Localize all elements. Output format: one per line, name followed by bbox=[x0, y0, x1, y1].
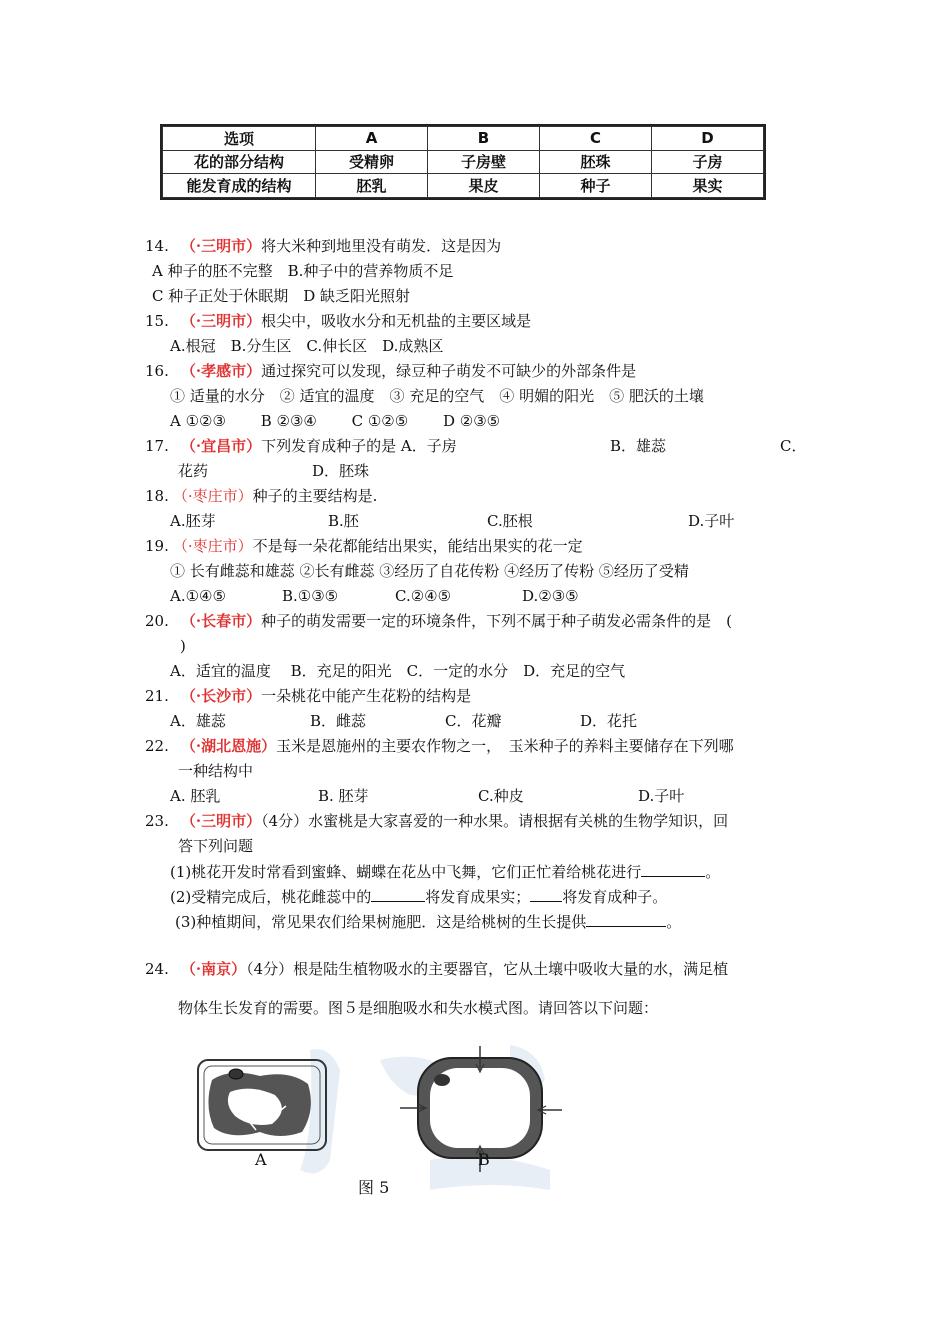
question-stem: 根尖中，吸收水分和无机盐的主要区域是 bbox=[261, 312, 532, 330]
table-row bbox=[163, 174, 764, 198]
question-number: 18. bbox=[145, 487, 169, 505]
table-cell: 选项 bbox=[163, 127, 316, 151]
table-cell: 种子 bbox=[540, 174, 652, 198]
q17-option-c: C． bbox=[780, 437, 807, 455]
q14-options-cd: C 种子正处于休眠期 D 缺乏阳光照射 bbox=[152, 287, 411, 305]
q18-option-c: C.胚根 bbox=[487, 512, 533, 530]
question-23 bbox=[145, 811, 728, 831]
q22-option-c: C.种皮 bbox=[478, 787, 524, 805]
table-row bbox=[163, 127, 764, 151]
table-cell: 果实 bbox=[652, 174, 764, 198]
figure-label-a: A bbox=[255, 1150, 267, 1169]
question-source: （·枣庄市） bbox=[172, 487, 253, 505]
question-source: （·南京） bbox=[180, 960, 247, 978]
question-source: （·长春市） bbox=[180, 612, 262, 630]
question-stem: 不是每一朵花都能结出果实，能结出果实的花一定 bbox=[252, 537, 583, 555]
question-stem: 玉米是恩施州的主要农作物之一， 玉米种子的养料主要储存在下列哪 bbox=[276, 737, 734, 755]
question-17 bbox=[145, 436, 457, 456]
q18-option-d: D.子叶 bbox=[688, 512, 735, 530]
table-cell: B bbox=[428, 127, 540, 151]
question-source: （·长沙市） bbox=[180, 687, 262, 705]
question-stem: 种子的萌发需要一定的环境条件，下列不属于种子萌发必需条件的是 ( bbox=[261, 612, 732, 630]
question-24 bbox=[145, 959, 728, 979]
q23-part-1: (1)桃花开发时常看到蜜蜂、蝴蝶在花丛中飞舞，它们正忙着给桃花进行 。 bbox=[170, 863, 721, 881]
q18-option-b: B.胚 bbox=[328, 512, 359, 530]
cell-a bbox=[198, 1060, 326, 1150]
q15-options: A.根冠 B.分生区 C.伸长区 D.成熟区 bbox=[170, 337, 444, 355]
q19-option-c: C.②④⑤ bbox=[395, 587, 452, 605]
question-number: 16. bbox=[145, 362, 169, 380]
q20-options: A．适宜的温度 B．充足的阳光 C．一定的水分 D．充足的空气 bbox=[170, 662, 626, 680]
answer-blank[interactable] bbox=[586, 911, 666, 927]
q23-part-3: (3)种植期间，常见果农们给果树施肥．这是给桃树的生长提供 。 bbox=[175, 913, 682, 931]
table-cell: 受精卵 bbox=[316, 150, 428, 174]
question-21 bbox=[145, 686, 471, 706]
flower-structure-table bbox=[160, 124, 766, 200]
question-source: （·三明市） bbox=[180, 237, 262, 255]
question-number: 20. bbox=[145, 612, 169, 630]
table-cell: D bbox=[652, 127, 764, 151]
table-cell: 子房壁 bbox=[428, 150, 540, 174]
q23-part-2: (2)受精完成后，桃花雌蕊中的 将发育成果实； 将发育成种子。 bbox=[170, 888, 668, 906]
question-22 bbox=[145, 736, 734, 756]
q21-option-c: C．花瓣 bbox=[445, 712, 502, 730]
table-cell: 能发育成的结构 bbox=[163, 174, 316, 198]
figure-label-b: B bbox=[478, 1150, 490, 1169]
question-14 bbox=[145, 236, 501, 256]
question-source: （·三明市） bbox=[180, 312, 262, 330]
q16-options: A ①②③ B ②③④ C ①②⑤ D ②③⑤ bbox=[170, 412, 501, 430]
q21-option-d: D．花托 bbox=[580, 712, 638, 730]
q18-option-a: A.胚芽 bbox=[170, 512, 216, 530]
q22-stem-cont: 一种结构中 bbox=[178, 762, 254, 780]
q17-option-d: D．胚珠 bbox=[312, 462, 370, 480]
q21-option-a: A．雄蕊 bbox=[170, 712, 226, 730]
q22-option-d: D.子叶 bbox=[638, 787, 685, 805]
table-cell: A bbox=[316, 127, 428, 151]
question-15 bbox=[145, 311, 531, 331]
question-source: （·孝感市） bbox=[180, 362, 262, 380]
table-cell: 子房 bbox=[652, 150, 764, 174]
q17-option-c-text: 花药 bbox=[178, 462, 209, 480]
q22-option-a: A. 胚乳 bbox=[170, 787, 221, 805]
question-number: 15. bbox=[145, 312, 169, 330]
q22-option-b: B. 胚芽 bbox=[318, 787, 369, 805]
table-cell: C bbox=[540, 127, 652, 151]
q19-option-d: D.②③⑤ bbox=[522, 587, 579, 605]
table-cell: 胚乳 bbox=[316, 174, 428, 198]
q19-option-a: A.①④⑤ bbox=[170, 587, 226, 605]
q19-option-b: B.①③⑤ bbox=[282, 587, 339, 605]
question-number: 17. bbox=[145, 437, 169, 455]
question-stem: 将大米种到地里没有萌发．这是因为 bbox=[261, 237, 502, 255]
question-stem: 一朵桃花中能产生花粉的结构是 bbox=[261, 687, 472, 705]
question-stem: 种子的主要结构是. bbox=[252, 487, 378, 505]
table-cell: 胚珠 bbox=[540, 150, 652, 174]
q19-conditions: ① 长有雌蕊和雄蕊 ②长有雌蕊 ③经历了自花传粉 ④经历了传粉 ⑤经历了受精 bbox=[170, 562, 689, 580]
question-source: （·湖北恩施） bbox=[180, 737, 277, 755]
answer-blank[interactable] bbox=[530, 886, 562, 902]
q20-close-paren: ) bbox=[180, 637, 186, 655]
q23-stem-cont: 答下列问题 bbox=[178, 837, 254, 855]
answer-blank[interactable] bbox=[371, 886, 425, 902]
table-row bbox=[163, 150, 764, 174]
question-20 bbox=[145, 611, 732, 631]
q17-option-b: B．雄蕊 bbox=[610, 437, 667, 455]
question-source: （·三明市） bbox=[180, 812, 262, 830]
question-16 bbox=[145, 361, 636, 381]
figure-caption: 图 5 bbox=[358, 1178, 390, 1197]
question-number: 24. bbox=[145, 960, 169, 978]
question-18 bbox=[145, 486, 377, 506]
q16-conditions: ① 适量的水分 ② 适宜的温度 ③ 充足的空气 ④ 明媚的阳光 ⑤ 肥沃的土壤 bbox=[170, 387, 704, 405]
question-number: 21. bbox=[145, 687, 169, 705]
question-number: 14. bbox=[145, 237, 169, 255]
question-number: 19. bbox=[145, 537, 169, 555]
question-stem: 下列发育成种子的是 A．子房 bbox=[261, 437, 457, 455]
q21-option-b: B．雌蕊 bbox=[310, 712, 367, 730]
question-source: （·枣庄市） bbox=[172, 537, 253, 555]
question-number: 22. bbox=[145, 737, 169, 755]
table-cell: 花的部分结构 bbox=[163, 150, 316, 174]
q14-options-ab: A 种子的胚不完整 B.种子中的营养物质不足 bbox=[152, 262, 454, 280]
q24-stem-cont: 物体生长发育的需要。图５是细胞吸水和失水模式图。请回答以下问题： bbox=[178, 999, 659, 1017]
question-source: （·宜昌市） bbox=[180, 437, 262, 455]
table-cell: 果皮 bbox=[428, 174, 540, 198]
answer-blank[interactable] bbox=[641, 861, 705, 877]
question-stem: 通过探究可以发现，绿豆种子萌发不可缺少的外部条件是 bbox=[261, 362, 637, 380]
question-number: 23. bbox=[145, 812, 169, 830]
question-stem: （4分）根是陆生植物吸水的主要器官，它从土壤中吸收大量的水，满足植 bbox=[246, 960, 729, 978]
question-stem: （4分）水蜜桃是大家喜爱的一种水果。请根据有关桃的生物学知识，回 bbox=[261, 812, 729, 830]
question-19 bbox=[145, 536, 583, 556]
